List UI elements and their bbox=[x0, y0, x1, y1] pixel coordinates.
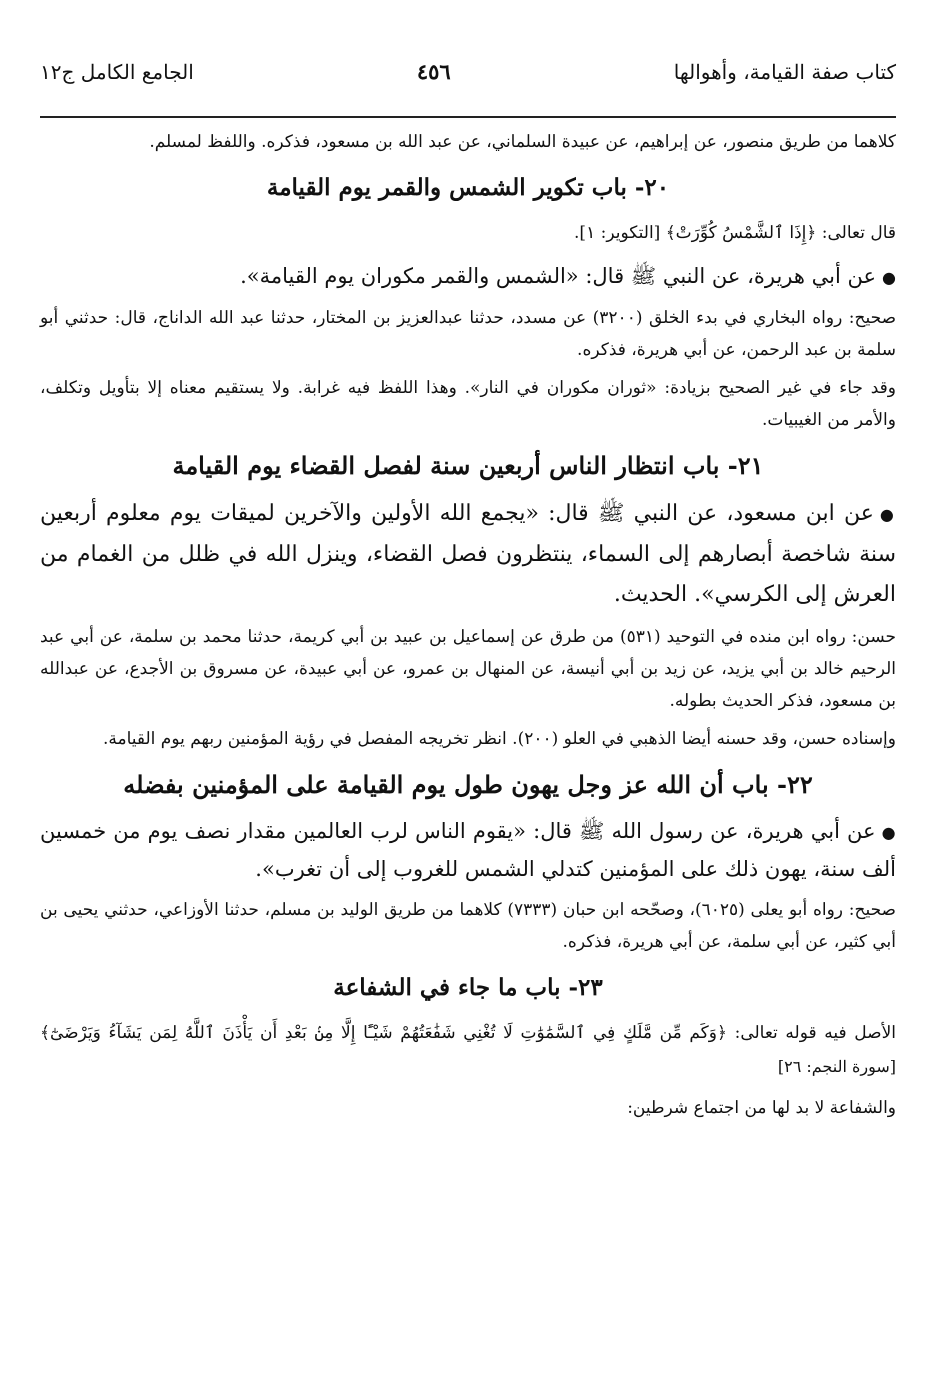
chapter-23-last-line: والشفاعة لا بد لها من اجتماع شرطين: bbox=[627, 1098, 896, 1118]
intro-paragraph: كلاهما من طريق منصور، عن إبراهيم، عن عبيدة السلماني، عن عبد الله بن مسعود، فذكره. واللفظ لمسلم. bbox=[149, 132, 896, 152]
chapter-21-title: ٢١- باب انتظار الناس أربعين سنة لفصل القضاء يوم القيامة bbox=[172, 451, 764, 480]
quran-reference: [سورة النجم: ٢٦] bbox=[777, 1057, 896, 1076]
quran-prefix: الأصل فيه قوله تعالى: bbox=[734, 1023, 897, 1043]
hadith-text: عن ابن مسعود، عن النبي ﷺ قال: «يجمع الله الأولين والآخرين لميقات يوم معلوم أربعين سنة شاخصة أبصارهم إلى السماء، ينتظرون فصل القضاء، وينزل الله في ظلل من الغمام من العرش إلى الكرسي». الحديث. bbox=[40, 501, 896, 607]
chapter-22-hadith bbox=[40, 813, 896, 888]
chapter-21-hadith bbox=[40, 494, 896, 615]
hadith-text: عن أبي هريرة، عن النبي ﷺ قال: «الشمس والقمر مكوران يوم القيامة». bbox=[240, 264, 877, 288]
quran-verse: ﴿وَكَم مِّن مَّلَكٍ فِي ٱلسَّمَٰوَٰتِ لَا تُغْنِي شَفَٰعَتُهُمْ شَيْـًٔا إِلَّا مِنۢ بَعْدِ أَن يَأْذَنَ ٱللَّهُ لِمَن يَشَآءُ وَيَرْضَىٰٓ﴾ bbox=[40, 1023, 727, 1043]
series-title: الجامع الكامل ج١٢ bbox=[40, 60, 194, 84]
chapter-20-title: ٢٠- باب تكوير الشمس والقمر يوم القيامة bbox=[266, 174, 670, 201]
chapter-21-note-2: وإسناده حسن، وقد حسنه أيضا الذهبي في العلو (٢٠٠). انظر تخريجه المفصل في رؤية المؤمنين ربهم يوم القيامة. bbox=[102, 729, 896, 749]
page-number: ٤٥٦ bbox=[416, 59, 451, 84]
chapter-20-quran: قال تعالى: ﴿إِذَا ٱلشَّمْسُ كُوِّرَتْ﴾ [التكوير: ١]. bbox=[574, 223, 896, 243]
chapter-23-quran bbox=[40, 1016, 896, 1084]
chapter-23-title: ٢٣- باب ما جاء في الشفاعة bbox=[333, 974, 603, 1001]
bullet-icon: ● bbox=[881, 823, 896, 842]
chapter-20-hadith bbox=[40, 258, 896, 296]
bullet-icon: ● bbox=[879, 505, 896, 524]
chapter-20-note-1: صحيح: رواه البخاري في بدء الخلق (٣٢٠٠) عن مسدد، حدثنا عبدالعزيز بن المختار، حدثنا عبد الله الداناج، قال: حدثني أبو سلمة بن عبد الرحمن، عن أبي هريرة، فذكره. bbox=[40, 308, 897, 360]
hadith-text: عن أبي هريرة، عن رسول الله ﷺ قال: «يقوم الناس لرب العالمين مقدار نصف يوم من خمسين ألف سنة، يهون ذلك على المؤمنين كتدلي الشمس للغروب إلى أن تغرب». bbox=[40, 819, 896, 881]
header-divider bbox=[40, 116, 896, 118]
chapter-21-note-1: حسن: رواه ابن منده في التوحيد (٥٣١) من طرق عن إسماعيل بن عبيد بن أبي كريمة، حدثنا محمد بن سلمة، عن أبي عبد الرحيم خالد بن أبي يزيد، عن زيد بن أبي أنيسة، عن المنهال بن عمرو، عن أبي عبيدة، عن مسروق بن الأجدع، عن عبدالله بن مسعود، فذكر الحديث بطوله. bbox=[40, 627, 896, 711]
chapter-20-note-2: وقد جاء في غير الصحيح بزيادة: «ثوران مكوران في النار». وهذا اللفظ فيه غرابة. ولا يستقيم معناه إلا بتأويل وتكلف، والأمر من الغيبيات. bbox=[40, 378, 896, 430]
document-page bbox=[40, 52, 896, 1130]
book-title: كتاب صفة القيامة، وأهوالها bbox=[673, 60, 896, 84]
bullet-icon: ● bbox=[882, 268, 896, 287]
chapter-22-note-1: صحيح: رواه أبو يعلى (٦٠٢٥)، وصحّحه ابن حبان (٧٣٣٣) كلاهما من طريق الوليد بن مسلم، حدثنا الأوزاعي، حدثني يحيى بن أبي كثير، عن أبي سلمة، عن أبي هريرة، فذكره. bbox=[40, 900, 896, 952]
page-header bbox=[40, 52, 896, 92]
chapter-22-title: ٢٢- باب أن الله عز وجل يهون طول يوم القيامة على المؤمنين بفضله bbox=[123, 770, 813, 799]
